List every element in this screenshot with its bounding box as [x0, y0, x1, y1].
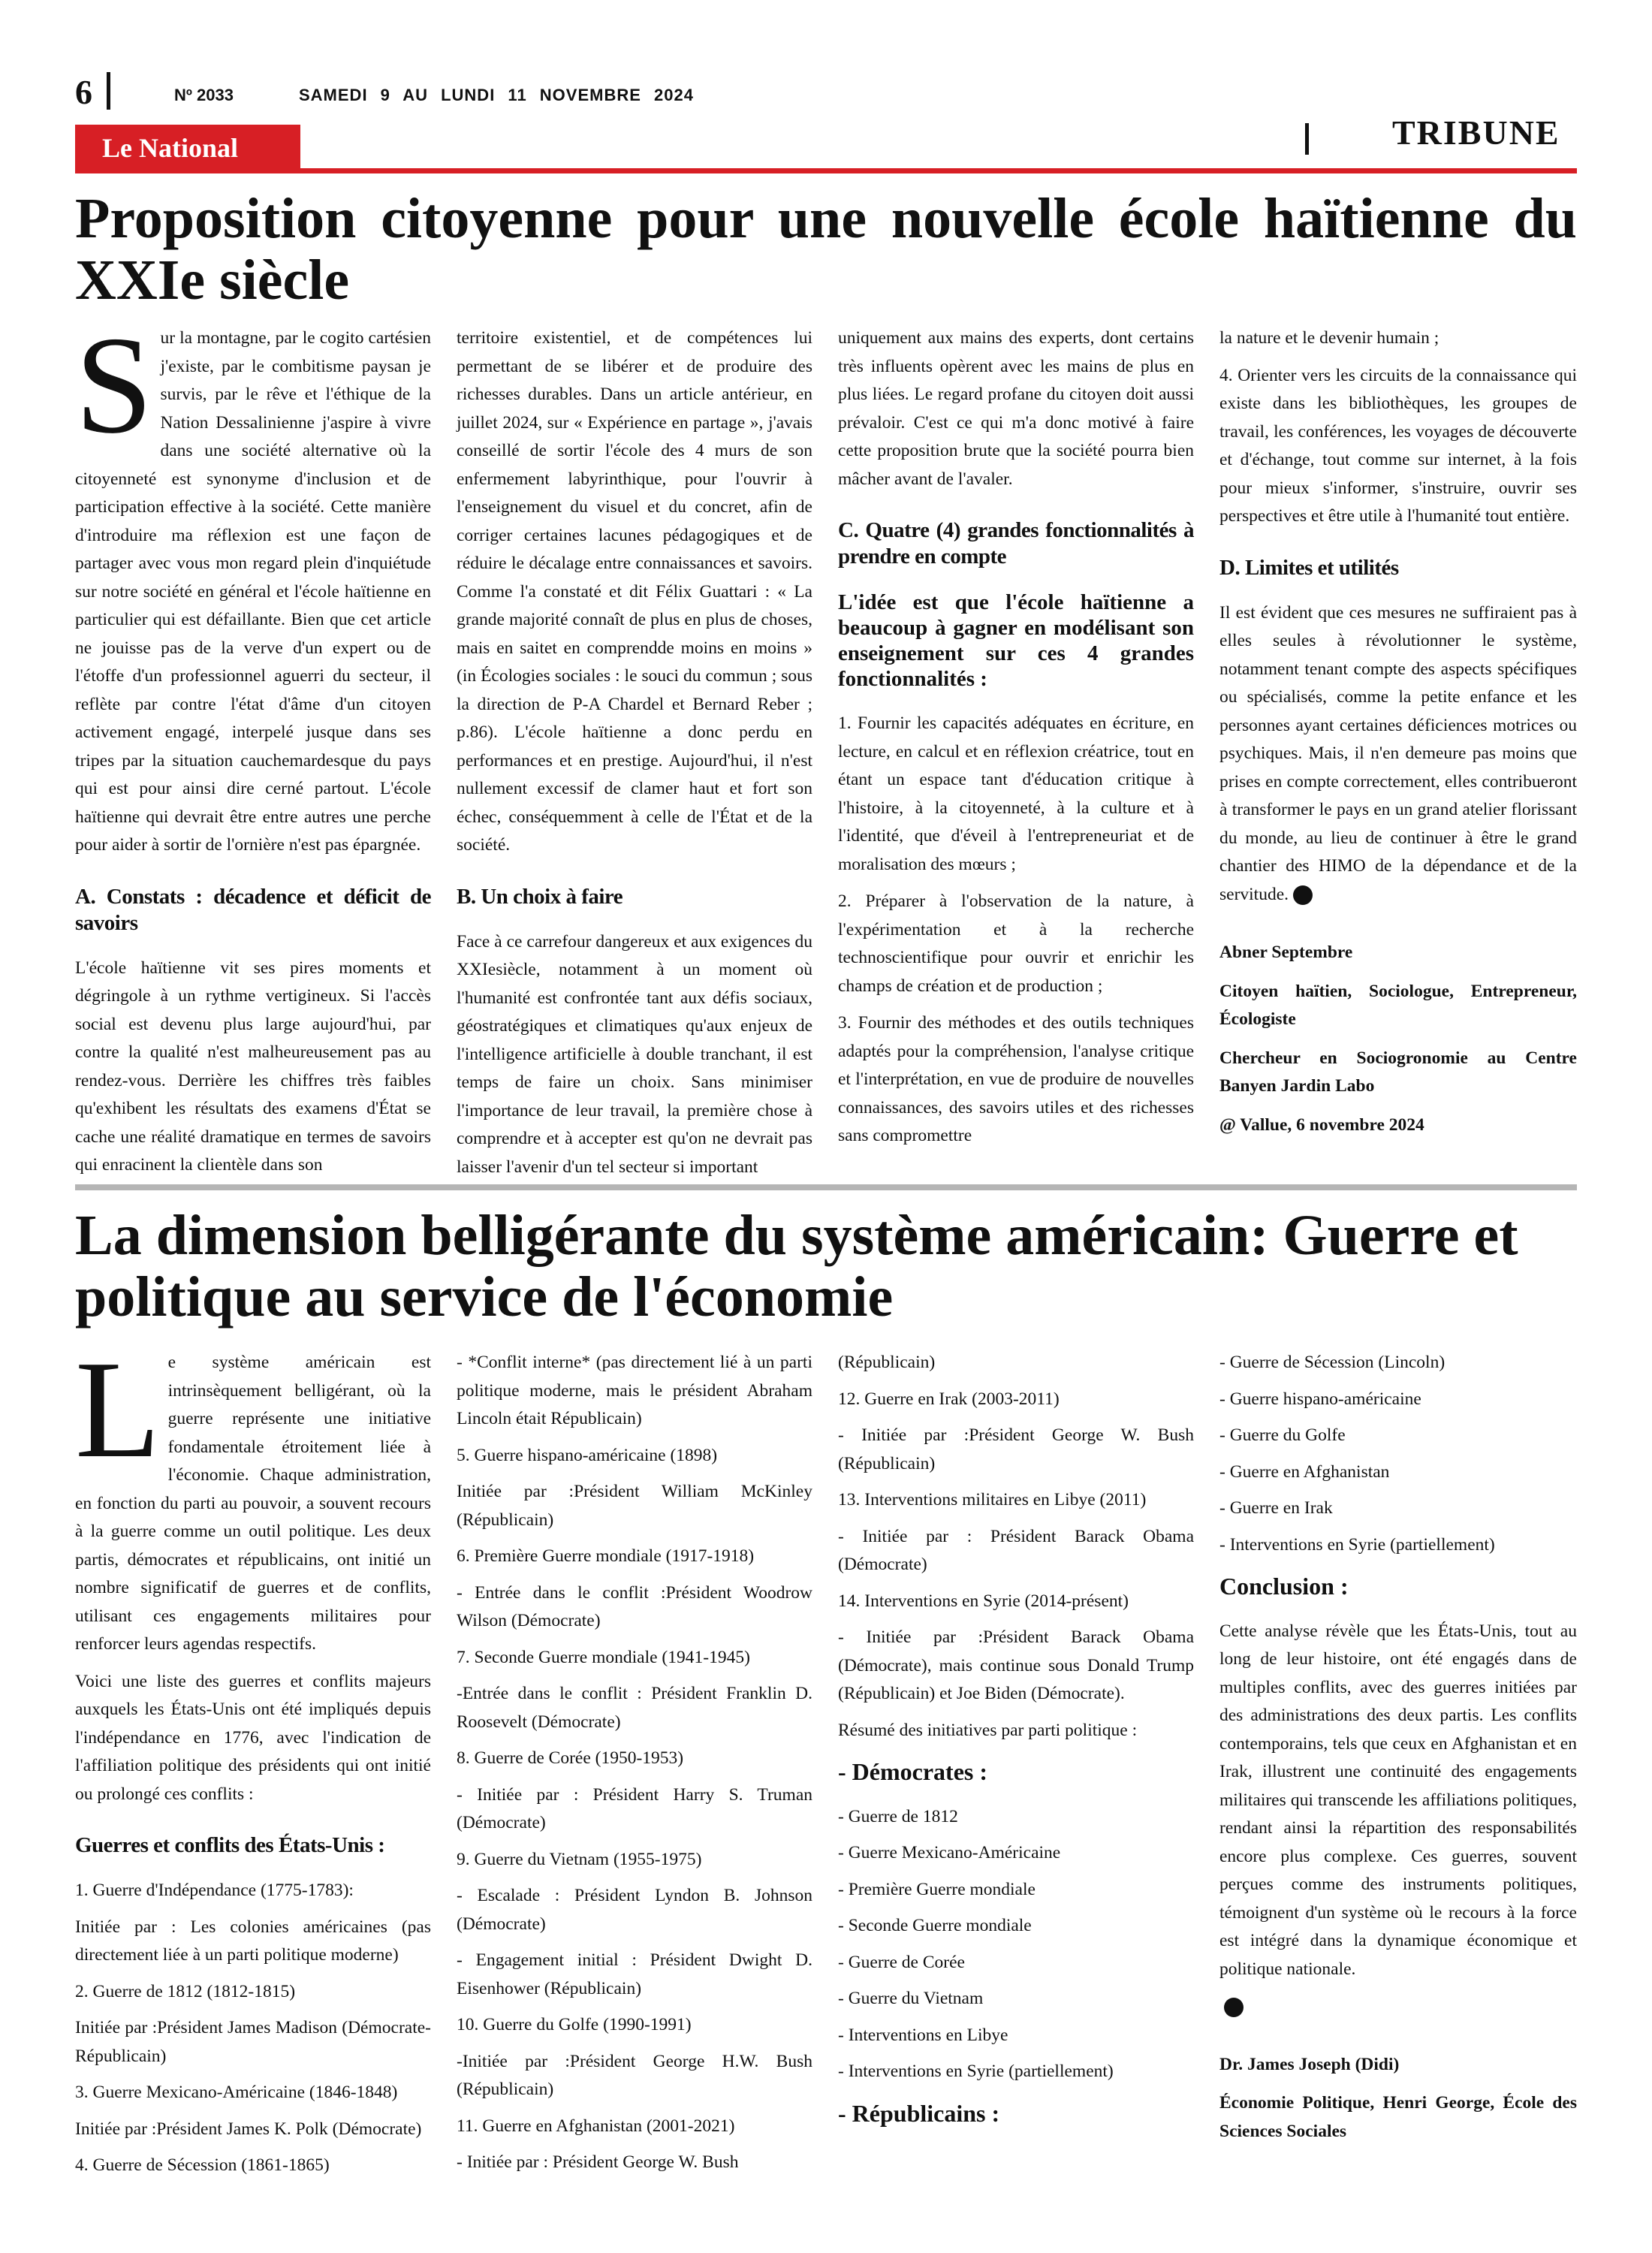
drop-cap: S — [75, 308, 153, 463]
war-list-line: 5. Guerre hispano-américaine (1898) — [457, 1445, 718, 1465]
war-list-part-1 — [75, 1877, 431, 2180]
republican-list — [1219, 1349, 1577, 1559]
author-affiliation: Chercheur en Sociogronomie au Centre Banyen Jardin Labo — [1219, 1048, 1577, 1096]
war-list-line: 11. Guerre en Afghanistan (2001-2021) — [457, 2116, 735, 2136]
war-list-line: 2. Guerre de 1812 (1812-1815) — [75, 1981, 296, 2001]
list-item-2: 2. Préparer à l'observation de la nature, à l'expérimentation et à la recherche technoscientifique pour ouvrir et enrichir les champs de création et de production ; — [838, 891, 1194, 996]
democrat-list-item: - Seconde Guerre mondiale — [838, 1916, 1032, 1935]
democrat-list-item: - Guerre du Vietnam — [838, 1989, 984, 2008]
article1-column-2 — [457, 324, 812, 1190]
author-place-date: @ Vallue, 6 novembre 2024 — [1219, 1114, 1424, 1135]
war-list-line: - Initiée par : Président George W. Bush — [457, 2152, 739, 2172]
heading-constats: A. Constats : décadence et déficit de savoirs — [75, 884, 431, 935]
heading-republicains: - Républicains : — [838, 2099, 1000, 2127]
paragraph-conclusion: Cette analyse révèle que les États-Unis, tout au long de leur histoire, ont été engagés dans de multiples conflits, avec des guerres initiées par des administrations des deux partis. Les conflits contemporains, tels que ceux en Afghanistan et en Irak, illustrent une continuité des engagements militaires qui transcende les affiliations politiques, rendant ainsi la répartition des responsabilités encore plus complexe. Ces guerres, souvent perçues comme des instruments politiques, témoignent d'un système où le recours à la force est intégré dans la dynamique économique et politique nationale. — [1219, 1621, 1577, 1979]
democrat-list-item: - Guerre de Corée — [838, 1952, 965, 1972]
page-number-divider — [107, 72, 110, 110]
war-list-line: 7. Seconde Guerre mondiale (1941-1945) — [457, 1647, 750, 1667]
republican-list-item: - Guerre de Sécession (Lincoln) — [1219, 1353, 1446, 1372]
paragraph-limites: Il est évident que ces mesures ne suffiraient pas à elles seules à révolutionner le système, notamment tenant compte des aspects spécifiques ou spécialisés, comme la petite enfance et les personnes ayant certaines déficiences motrices ou psychiques. Mais, il n'en demeure pas moins que prises en compte correctement, elles contribueront à transformer le pays en un grand atelier florissant du monde, au lieu de continuer à être le grand chantier des HIMO de la dépendance et de la servitude. — [1219, 602, 1577, 904]
heading-conclusion: Conclusion : — [1219, 1573, 1349, 1600]
article1-column-1 — [75, 308, 431, 1189]
war-list-line: - Initiée par : Président Barack Obama (Démocrate) — [838, 1526, 1194, 1574]
section-divider — [1305, 123, 1309, 155]
war-list-line: - Initiée par : Président Harry S. Truman (Démocrate) — [457, 1784, 812, 1832]
war-list-line: -Entrée dans le conflit : Président Franklin D. Roosevelt (Démocrate) — [457, 1684, 812, 1732]
article1-column-3 — [838, 324, 1194, 1160]
democrat-list-item: - Guerre Mexicano-Américaine — [838, 1843, 1061, 1862]
heading-limites: D. Limites et utilités — [1219, 555, 1399, 580]
header-rule — [75, 168, 1577, 173]
article2-column-3 — [838, 1349, 1194, 2144]
heading-fonctionnalites: C. Quatre (4) grandes fonctionnalités à prendre en compte — [838, 518, 1194, 569]
war-list-part-2 — [457, 1349, 812, 2177]
war-list-line: 13. Interventions militaires en Libye (2011) — [838, 1490, 1147, 1510]
war-list-line: - Engagement initial : Président Dwight D. Eisenhower (Républicain) — [457, 1950, 812, 1998]
article2-intro: e système américain est intrinsèquement belligérant, où la guerre représente une initiative fondamentale étroitement liée à l'économie. Chaque administration, en fonction du parti au pouvoir, a souvent recours à la guerre comme un outil politique. Les deux partis, démocrates et républicains, ont initié un nombre significatif de guerres et de conflits, utilisant ces engagements militaires pour renforcer leurs agendas respectifs. — [75, 1353, 431, 1654]
list-item-3: 3. Fournir des méthodes et des outils techniques adaptés pour la compréhension, l'analyse critique et l'interprétation, en vue de produire de nouvelles connaissances, des savoirs utiles et des richesses sans compromettre — [838, 1013, 1194, 1145]
lead-fonctionnalites: L'idée est que l'école haïtienne a beaucoup à gagner en modélisant son enseignement sur ces 4 grandes fonctionnalités : — [838, 590, 1194, 691]
heading-choix: B. Un choix à faire — [457, 884, 623, 909]
war-list-line: 1. Guerre d'Indépendance (1775-1783): — [75, 1881, 354, 1900]
war-list-line: Résumé des initiatives par parti politique : — [838, 1720, 1138, 1740]
article1-column-4 — [1219, 324, 1577, 1150]
war-list-line: Initiée par :Président James K. Polk (Démocrate) — [75, 2119, 422, 2139]
war-list-line: 10. Guerre du Golfe (1990-1991) — [457, 2015, 692, 2034]
war-list-line: 14. Interventions en Syrie (2014-présent) — [838, 1591, 1129, 1611]
war-list-line: Initiée par :Président William McKinley (Républicain) — [457, 1482, 812, 1530]
democrat-list — [838, 1803, 1194, 2086]
end-mark-icon — [1293, 885, 1313, 905]
paragraph-continuation: la nature et le devenir humain ; — [1219, 328, 1439, 348]
war-list-line: 9. Guerre du Vietnam (1955-1975) — [457, 1849, 702, 1869]
drop-cap: L — [75, 1332, 161, 1487]
republican-list-item: - Guerre en Irak — [1219, 1498, 1333, 1518]
war-list-line: - *Conflit interne* (pas directement lié à un parti politique moderne, mais le président Abraham Lincoln était Républicain) — [457, 1353, 812, 1428]
paragraph-list-intro: Voici une liste des guerres et conflits majeurs auxquels les États-Unis ont été impliqués depuis l'indépendance en 1776, avec l'indication de l'affiliation politique des présidents qui ont initié ou prolongé ces conflits : — [75, 1671, 431, 1804]
heading-wars-list: Guerres et conflits des États-Unis : — [75, 1833, 385, 1857]
page-number: 6 — [75, 73, 92, 111]
republican-list-item: - Guerre du Golfe — [1219, 1425, 1346, 1445]
war-list-line: 4. Guerre de Sécession (1861-1865) — [75, 2155, 330, 2175]
author-name: Abner Septembre — [1219, 943, 1353, 962]
heading-democrates: - Démocrates : — [838, 1758, 987, 1785]
issue-number: Nº 2033 — [174, 86, 234, 104]
article1-intro: ur la montagne, par le cogito cartésien j'existe, par le combitisme paysan je survis, par le rêve et l'éthique de la Nation Dessalinienne j'aspire à vivre dans une société alternative où la citoyenneté est synonyme d'inclusion et de participation effective à la société. Cette manière d'introduire ma réflexion est une façon de partager avec vous mon regard plein d'inquiétude sur notre société en général et l'école haïtienne en particulier qui est défaillante. Bien que cet article ne jouisse pas de la verve d'un expert ou de l'étoffe d'un professionnel aguerri du secteur, il reflète par contre l'état d'âme d'un citoyen activement engagé, interpelé jusque dans ses tripes par la situation cauchemardesque du pays qui est pour ainsi dire cerné partout. L'école haïtienne qui devrait être entre autres une perche pour aider à sortir de l'ornière n'est pas épargnée. — [75, 328, 431, 855]
paragraph-constats: L'école haïtienne vit ses pires moments et dégringole à un rythme vertigineux. Si l'accès social est devenu plus large aujourd'hui, par contre la qualité n'est malheureusement pas au rendez-vous. Derrière les chiffres très faibles qu'exhibent les résultats des examens d'État se cache une réalité dramatique en termes de savoirs qui enracinent la clientèle dans son — [75, 958, 431, 1175]
section-label: TRIBUNE — [1392, 113, 1560, 152]
article2-title: La dimension belligérante du système américain: Guerre et politique au service de l'économie — [75, 1204, 1518, 1329]
republican-list-item: - Interventions en Syrie (partiellement) — [1219, 1534, 1495, 1555]
author-name: Dr. James Joseph (Didi) — [1219, 2054, 1400, 2074]
paragraph-guattari: territoire existentiel, et de compétences lui permettant de se libérer et de produire des richesses durables. Dans un article antérieur, en juillet 2024, sur « Expérience en partage », j'avais conseillé de sortir l'école des 4 murs de son enfermement labyrinthique, pour l'ouvrir à l'enseignement du visuel et du concret, afin de corriger certaines lacunes pédagogiques et de réduire le décalage entre connaissances et savoirs. Comme l'a constaté et dit Félix Guattari : « La grande majorité connaît de plus en plus de choses, mais en saitet en comprendde moins en moins » (in Écologies sociales : le souci du commun ; sous la direction de P-A Chardel et Bernard Reber ; p.86). L'école haïtienne a donc perdu en performances et en prestige. Aujourd'hui, il n'est nullement excessif de clamer haut et fort son échec, conséquemment à celle de l'État et de la société. — [457, 328, 812, 855]
war-list-line: Initiée par : Les colonies américaines (pas directement liée à un parti politique moderne) — [75, 1917, 431, 1965]
brand-name: Le National — [102, 133, 239, 163]
author-affiliation: Économie Politique, Henri George, École des Sciences Sociales — [1219, 2093, 1577, 2141]
war-list-line: - Initiée par :Président Barack Obama (Démocrate), mais continue sous Donald Trump (Républicain) et Joe Biden (Démocrate). — [838, 1627, 1194, 1703]
article1-title: Proposition citoyenne pour une nouvelle école haïtienne du XXIe siècle — [75, 187, 1577, 312]
war-list-line: - Escalade : Président Lyndon B. Johnson (Démocrate) — [457, 1886, 812, 1934]
war-list-line: Initiée par :Président James Madison (Démocrate-Républicain) — [75, 2018, 431, 2066]
war-list-line: 8. Guerre de Corée (1950-1953) — [457, 1748, 684, 1768]
list-item-4: 4. Orienter vers les circuits de la connaissance qui existe dans les bibliothèques, les groupes de travail, les conférences, les voyages de découverte et d'échange, tout comme sur internet, à la fois pour mieux s'informer, s'instruire, ouvrir ses perspectives et être utile à l'humanité tout entière. — [1219, 365, 1577, 526]
war-list-line: 6. Première Guerre mondiale (1917-1918) — [457, 1546, 755, 1566]
war-list-part-3 — [838, 1349, 1194, 1745]
article2-column-2 — [457, 1349, 812, 2185]
democrat-list-item: - Interventions en Syrie (partiellement) — [838, 2061, 1114, 2081]
war-list-line: - Entrée dans le conflit :Président Woodrow Wilson (Démocrate) — [457, 1582, 812, 1630]
paragraph-experts: uniquement aux mains des experts, dont certains très influents opèrent avec les mains de plus en plus liées. Le regard profane du citoyen doit aussi prévaloir. C'est ce qui m'a donc motivé à faire cette proposition brute que la société pourra bien mâcher avant de l'avaler. — [838, 328, 1194, 489]
war-list-line: - Initiée par :Président George W. Bush (Républicain) — [838, 1425, 1194, 1473]
article-divider — [75, 1184, 1577, 1190]
war-list-line: -Initiée par :Président George H.W. Bush (Républicain) — [457, 2051, 812, 2099]
issue-date: SAMEDI 9 AU LUNDI 11 NOVEMBRE 2024 — [299, 86, 694, 104]
war-list-line: (Républicain) — [838, 1353, 936, 1372]
end-mark-icon — [1224, 1998, 1244, 2017]
list-item-1: 1. Fournir les capacités adéquates en écriture, en lecture, en calcul et en réflexion créatrice, tout en étant un espace tant d'éducation critique à l'histoire, à la citoyenneté, à la culture et à l'identité, que d'éveil à l'entrepreneuriat et de moralisation des mœurs ; — [838, 713, 1194, 874]
war-list-line: 3. Guerre Mexicano-Américaine (1846-1848) — [75, 2083, 398, 2102]
democrat-list-item: - Guerre de 1812 — [838, 1806, 958, 1826]
article2-column-1 — [75, 1332, 431, 2188]
author-role: Citoyen haïtien, Sociologue, Entrepreneur, Écologiste — [1219, 981, 1577, 1029]
paragraph-choix: Face à ce carrefour dangereux et aux exigences du XXIesiècle, notamment à un moment où l'humanité est confrontée tant aux défis sociaux, géostratégiques et climatiques qu'aux enjeux de l'intelligence artificielle à double tranchant, il est temps de faire un choix. Sans minimiser l'importance de leur travail, la première chose à comprendre et à accepter est qu'on ne devrait pas laisser l'avenir d'un tel secteur si important — [457, 931, 812, 1177]
democrat-list-item: - Interventions en Libye — [838, 2025, 1008, 2045]
republican-list-item: - Guerre hispano-américaine — [1219, 1389, 1421, 1409]
republican-list-item: - Guerre en Afghanistan — [1219, 1461, 1390, 1482]
democrat-list-item: - Première Guerre mondiale — [838, 1879, 1036, 1899]
article2-column-4 — [1219, 1349, 1577, 2156]
war-list-line: 12. Guerre en Irak (2003-2011) — [838, 1389, 1060, 1409]
